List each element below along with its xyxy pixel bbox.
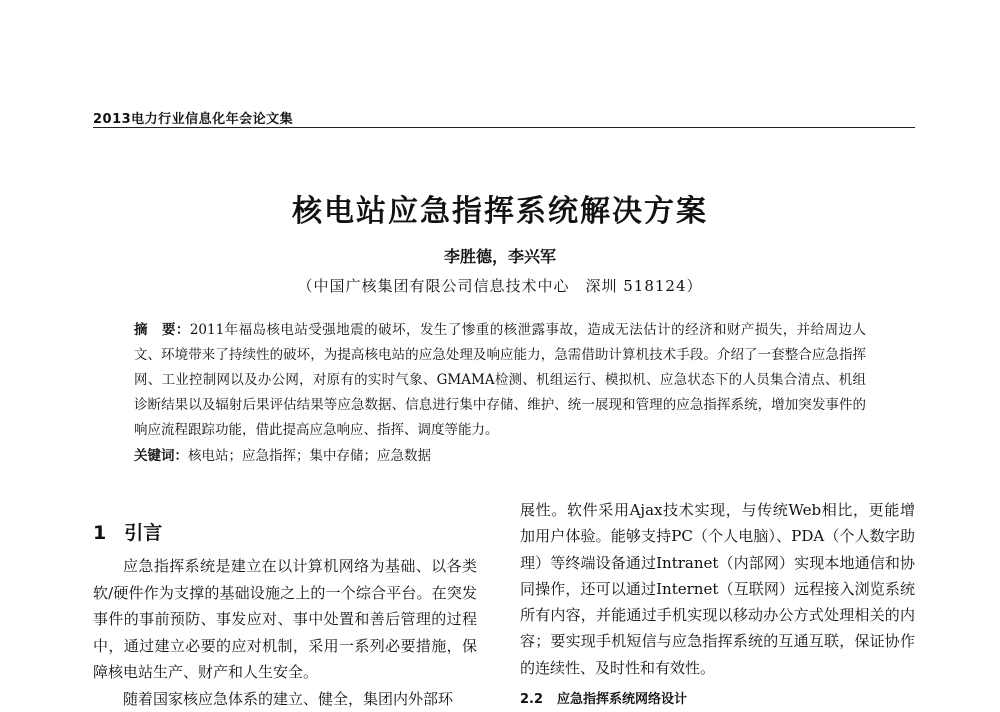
paragraph: 应急指挥系统是建立在以计算机网络为基础、以各类软/硬件作为支撑的基础设施之上的一个综合平台。在突发事件的事前预防、事发应对、事中处置和善后管理的过程中，通过建立必要的应对机制，采用一系列必要措施，保障核电站生产、财产和人生安全。 <box>93 553 477 686</box>
abstract-text: 2011年福岛核电站受强地震的破坏，发生了惨重的核泄露事故，造成无法估计的经济和财产损失，并给周边人文、环境带来了持续性的破坏，为提高核电站的应急处理及响应能力，急需借助计算机技术手段。介绍了一套整合应急指挥网、工业控制网以及办公网，对原有的实时气象、GMAMA检测、机组运行、模拟机、应急状态下的人员集合清点、机组诊断结果以及辐射后果评估结果等应急数据、信息进行集中存储、维护、统一展现和管理的应急指挥系统，增加突发事件的响应流程跟踪功能，借此提高应急响应、指挥、调度等能力。 <box>134 322 866 438</box>
keywords-label: 关键词： <box>134 448 188 464</box>
abstract <box>134 318 866 443</box>
running-header: 2013电力行业信息化年会论文集 <box>93 108 293 127</box>
paragraph: 随着国家核应急体系的建立、健全，集团内外部环 <box>93 686 477 712</box>
section-title: 引言 <box>124 522 162 544</box>
left-column-body <box>93 553 477 712</box>
paper-title: 核电站应急指挥系统解决方案 <box>0 186 1000 230</box>
section-heading-introduction <box>93 518 162 545</box>
subsection-title: 应急指挥系统网络设计 <box>557 692 687 707</box>
right-column-body <box>520 497 915 681</box>
keywords <box>134 445 866 467</box>
authors: 李胜德，李兴军 <box>0 244 1000 267</box>
affiliation: （中国广核集团有限公司信息技术中心 深圳 518124） <box>0 275 1000 296</box>
abstract-label: 摘 要： <box>134 322 190 338</box>
header-rule <box>93 127 915 128</box>
subsection-heading-network-design <box>520 688 687 707</box>
subsection-number: 2.2 <box>520 692 543 707</box>
keywords-text: 核电站；应急指挥；集中存储；应急数据 <box>188 448 431 464</box>
paragraph: 展性。软件采用Ajax技术实现，与传统Web相比，更能增加用户体验。能够支持PC（个人电脑）、PDA（个人数字助理）等终端设备通过Intranet（内部网）实现本地通信和协同操作，还可以通过Internet（互联网）远程接入浏览系统所有内容，并能通过手机实现以移动办公方式处理相关的内容；要实现手机短信与应急指挥系统的互通互联，保证协作的连续性、及时性和有效性。 <box>520 497 915 681</box>
section-number: 1 <box>93 522 106 544</box>
